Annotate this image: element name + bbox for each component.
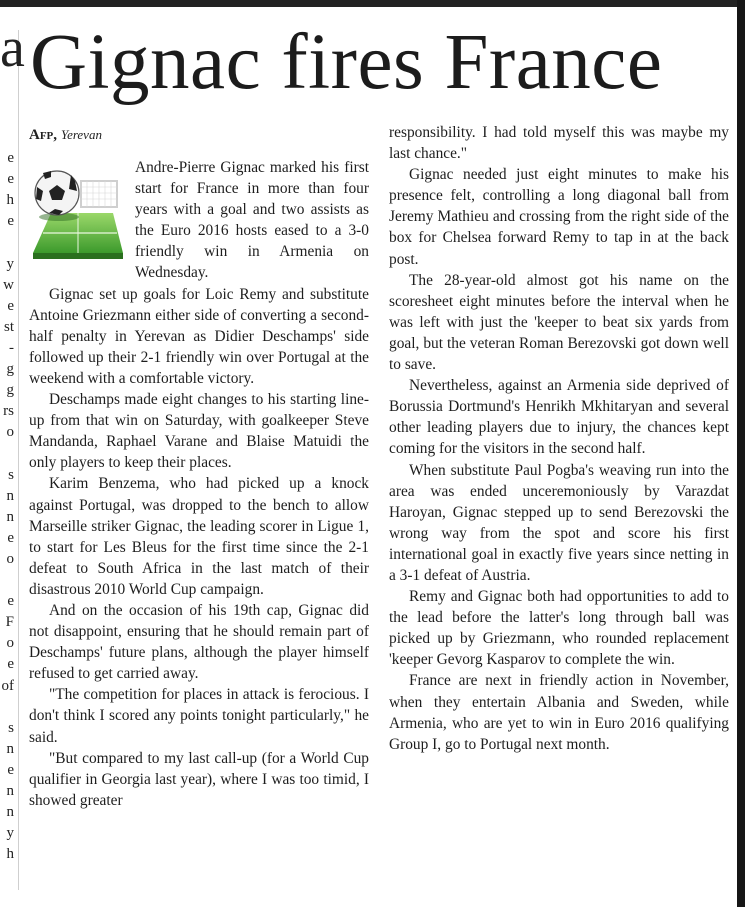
- byline-place: Yerevan: [61, 127, 102, 142]
- fragment-line: e: [7, 529, 14, 546]
- fragment-line: s: [8, 719, 14, 736]
- article-paragraph: Gignac needed just eight minutes to make his presence felt, controlling a long diagonal ball from Jeremy Mathieu and crossing from the right side of the box for Chelsea forward Remy to tap in at the back post.: [389, 166, 729, 268]
- fragment-line: n: [6, 740, 14, 757]
- headline: Gignac fires France: [30, 19, 663, 106]
- fragment-line: y: [6, 255, 14, 272]
- fragment-line: o: [6, 424, 14, 441]
- fragment-line: e: [7, 171, 14, 188]
- article-paragraph: "But compared to my last call-up (for a World Cup qualifier in Georgia last year), where I was too timid, I showed greater: [29, 749, 369, 809]
- fragment-line: g: [6, 382, 14, 399]
- fragment-line: h: [6, 846, 14, 863]
- football-goal-icon: [29, 161, 127, 267]
- fragment-line: F: [5, 614, 14, 631]
- fragment-line: n: [6, 804, 14, 821]
- fragment-line: n: [6, 487, 14, 504]
- article-paragraph: Deschamps made eight changes to his starting line-up from that win on Saturday, with goalkeeper Steve Mandanda, Raphael Varane and Blaise Matuidi the only players to keep their places.: [29, 391, 369, 472]
- fragment-line: e: [7, 761, 14, 778]
- fragment-line: g: [6, 361, 14, 377]
- byline: [29, 127, 102, 144]
- article-paragraph: "The competition for places in attack is ferocious. I don't think I scored any points tonight particularly," he said.: [29, 686, 369, 746]
- fragment-line: n: [6, 783, 14, 799]
- fragment-line: n: [6, 508, 14, 525]
- fragment-line: s: [8, 466, 14, 483]
- fragment-line: of: [1, 677, 14, 694]
- fragment-line: e: [7, 213, 14, 230]
- page-edge-shadow: [737, 0, 745, 907]
- column-divider: [18, 30, 19, 890]
- article-paragraph: Karim Benzema, who had picked up a knock against Portugal, was dropped to the bench to allow Marseille striker Gignac, the leading scorer in Ligue 1, to start for Les Bleus for the first time since the 2-1 defeat to South Africa in the last match of their disastrous 2010 World Cup campaign.: [29, 475, 369, 598]
- fragment-line: o: [6, 635, 14, 652]
- fragment-line: o: [6, 550, 14, 567]
- article-paragraph: The 28-year-old almost got his name on the scoresheet eight minutes before the interval when he was left with just the 'keeper to beat six yards from goal, but the veteran Roman Berezovski got down well to save.: [389, 271, 729, 374]
- fragment-line: h: [6, 192, 14, 209]
- article-column-2: [389, 122, 729, 755]
- fragment-line: rs: [3, 403, 14, 420]
- article-column-1: [29, 157, 369, 811]
- adjacent-article-fragment: [0, 150, 14, 890]
- adjacent-headline-fragment: a: [0, 17, 25, 79]
- fragment-line: y: [6, 825, 14, 842]
- fragment-line: e: [7, 150, 14, 166]
- fragment-line: st: [3, 318, 14, 335]
- article-paragraph: responsibility. I had told myself this was maybe my last chance.": [389, 124, 729, 163]
- article-paragraph: Andre-Pierre Gignac marked his first start for France in more than four years with a goal and two assists as the Euro 2016 hosts eased to a 3-0 friendly win in Armenia on Wednesday.: [135, 159, 369, 282]
- fragment-line: e: [7, 656, 14, 673]
- article-paragraph: And on the occasion of his 19th cap, Gignac did not disappoint, ensuring that he should remain part of Deschamps' future plans, although the player himself refused to get carried away.: [29, 601, 369, 683]
- article-paragraph: France are next in friendly action in November, when they entertain Albania and Sweden, while Armenia, who are yet to win in Euro 2016 qualifying Group I, go to Portugal next month.: [389, 672, 729, 753]
- article-paragraph: Gignac set up goals for Loic Remy and substitute Antoine Griezmann either side of converting a second-half penalty in Yerevan as Didier Deschamps' side followed up their 2-1 friendly win over Portugal at the weekend with a comfortable victory.: [29, 285, 369, 387]
- fragment-line: -: [9, 339, 14, 356]
- byline-agency: Afp,: [29, 127, 58, 143]
- fragment-line: e: [7, 593, 14, 610]
- article-paragraph: Remy and Gignac both had opportunities to add to the lead before the latter's long through ball was picked up by Griezmann, who rounded replacement 'keeper Gevorg Kasparov to complete the win.: [389, 588, 729, 669]
- article-paragraph: When substitute Paul Pogba's weaving run into the area was ended unceremoniously by Varazdat Haroyan, Gignac stepped up to send Berezovski the wrong way from the spot and score his first international goal in exactly five years since netting in a 3-1 defeat of Austria.: [389, 461, 729, 584]
- fragment-line: w: [3, 276, 14, 293]
- fragment-line: e: [7, 297, 14, 314]
- top-rule: [0, 0, 745, 7]
- article-paragraph: Nevertheless, against an Armenia side deprived of Borussia Dortmund's Henrikh Mkhitaryan and several other leading players due to injury, the chances kept coming for the visitors in the second half.: [389, 377, 729, 458]
